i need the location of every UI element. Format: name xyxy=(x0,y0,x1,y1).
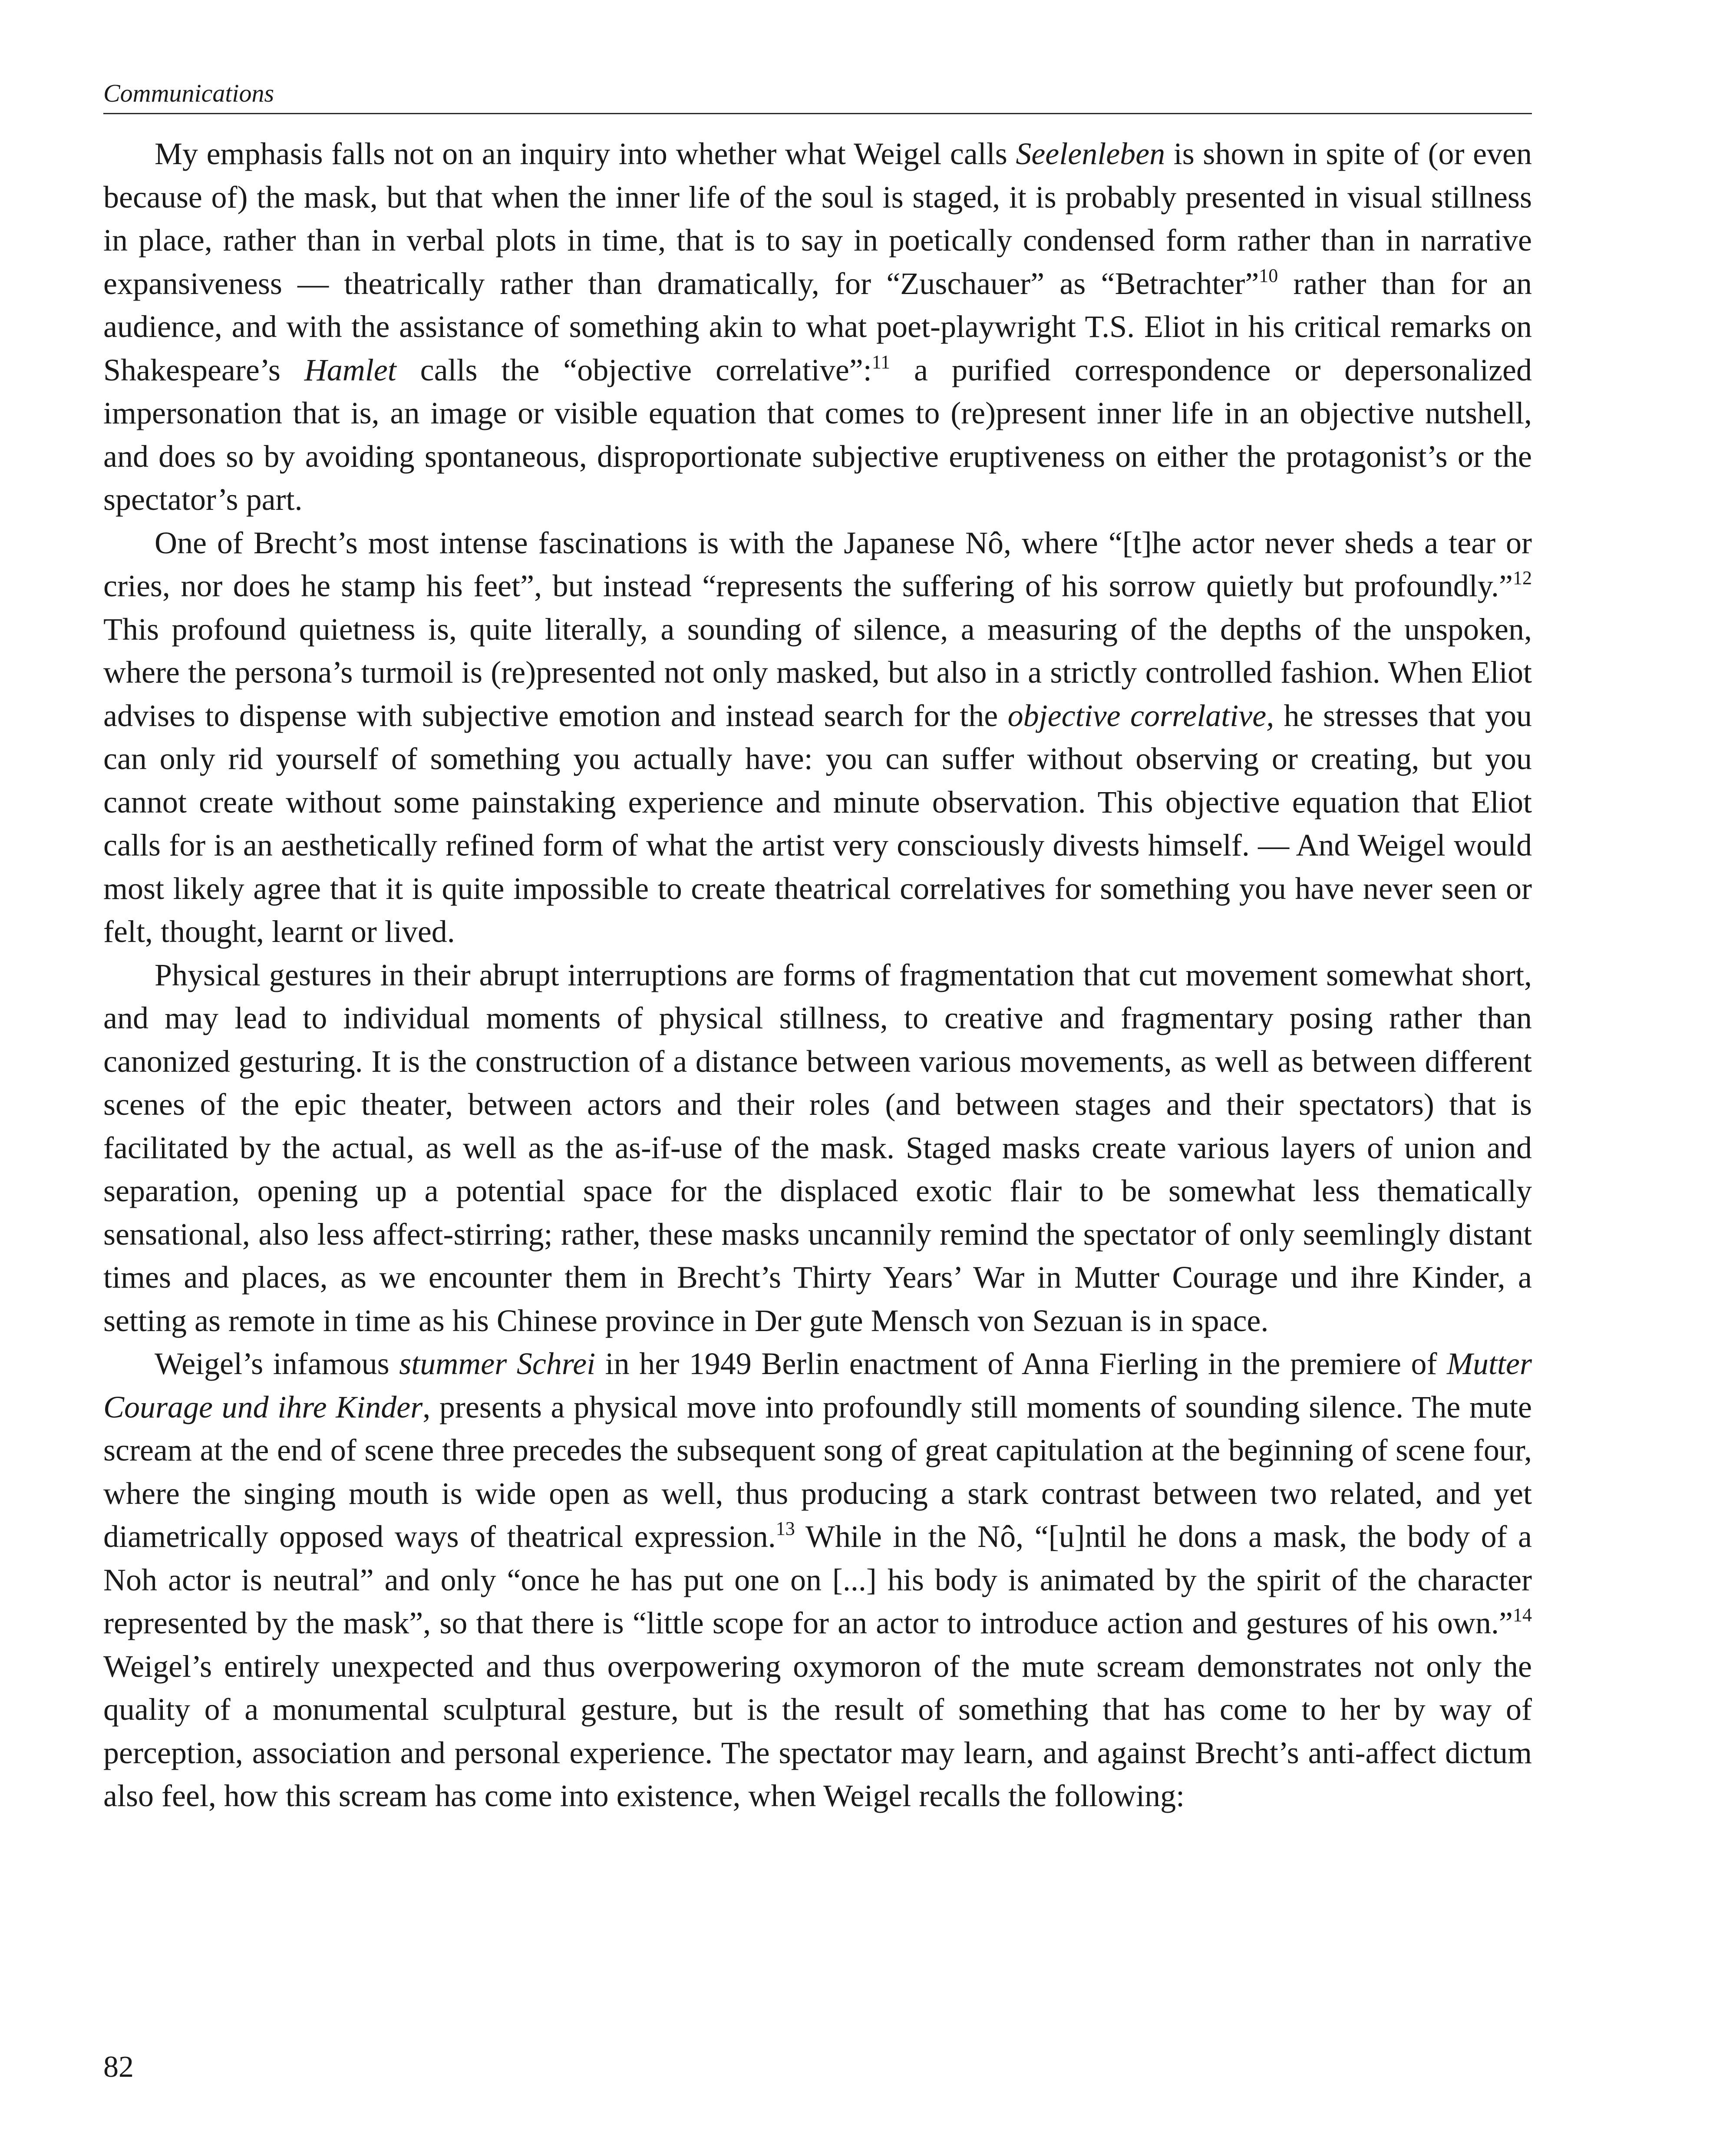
text-run: he stresses that you can only rid yourself of something you actually have: you can suffer without observing or creating, but you cannot create without some painstaking experience and minute observation. This objective equation that Eliot calls for is an aesthetically refined form of what the artist very consciously divests himself. — And Weigel would most likely agree that it is quite impossible to create theatrical correlatives for something you have never seen or felt, thought, learnt or lived. xyxy=(103,698,1532,949)
body-text xyxy=(103,132,1532,1818)
text-run: Weigel’s infamous xyxy=(155,1346,399,1381)
italic-text: stummer Schrei xyxy=(399,1346,596,1381)
paragraph-4 xyxy=(103,1342,1532,1818)
paragraph-1 xyxy=(103,132,1532,522)
text-run: Weigel’s entirely unexpected and thus overpowering oxymoron of the mute scream demonstrates not only the quality of a monumental sculptural gesture, but is the result of something that has come to her by way of perception, association and personal experience. The spectator may learn, and against Brecht’s anti-affect dictum also feel, how this scream has come into existence, when Weigel recalls the following: xyxy=(103,1649,1532,1813)
text-run: This profound quietness is, quite literally, a sounding of silence, a measuring of the depths of the unspoken, where the persona’s turmoil is (re)presented not only masked, but also in a strictly controlled fashion. When Eliot advises to dispense with subjective emotion and instead search for the xyxy=(103,611,1532,733)
text-run: in her 1949 Berlin enactment of Anna Fierling in the premiere of xyxy=(595,1346,1447,1381)
text-run: is shown in spite of (or even because of) the mask, but that when the inner life of the soul is staged, it is probably presented in visual stillness in place, rather than in verbal plots in time, that is to say in poetically condensed form rather than in narrative expansiveness — theatrically rather than dramatically, for “Zuschauer” as “Betrachter” xyxy=(103,136,1532,301)
footnote-reference: 13 xyxy=(776,1518,795,1539)
italic-text: Mutter Courage und ihre Kinder xyxy=(103,1346,1532,1424)
paragraph-3 xyxy=(103,954,1532,1343)
text-run: While in the Nô, “[u]ntil he dons a mask, the body of a Noh actor is neutral” and only “once he has put one on [...] his body is animated by the spirit of the character represented by the mask”, so that there is “little scope for an actor to introduce action and gestures of his own.” xyxy=(103,1519,1532,1640)
text-run: a purified correspondence or depersonalized impersonation that is, an image or visible equation that comes to (re)present inner life in an objective nutshell, and does so by avoiding spontaneous, disproportionate subjective eruptiveness on either the protagonist’s or the spectator’s part. xyxy=(103,352,1532,517)
italic-text: Hamlet xyxy=(304,352,396,387)
footnote-reference: 12 xyxy=(1513,567,1532,588)
italic-text: objective correlative, xyxy=(1007,698,1274,733)
text-run: calls the “objective correlative”: xyxy=(396,352,872,387)
page xyxy=(103,78,1532,2119)
text-run: Physical gestures in their abrupt interruptions are forms of fragmentation that cut movement somewhat short, and may lead to individual moments of physical stillness, to creative and fragmentary posing rather than canonized gesturing. It is the construction of a distance between various movements, as well as between different scenes of the epic theater, between actors and their roles (and between stages and their spectators) that is facilitated by the actual, as well as the as-if-use of the mask. Staged masks create various layers of union and separation, opening up a potential space for the displaced exotic flair to be somewhat less thematically sensational, also less affect-stirring; rather, these masks uncannily remind the spectator of only seemlingly distant times and places, as we encounter them in Brecht’s Thirty Years’ War in Mutter Courage und ihre Kinder, a setting as remote in time as his Chinese province in Der gute Mensch von Sezuan is in space. xyxy=(103,957,1532,1338)
text-run: rather than for an audience, and with the assistance of something akin to what poet-playwright T.S. Eliot in his critical remarks on Shakespeare’s xyxy=(103,266,1532,387)
text-run: , presents a physical move into profoundly still moments of sounding silence. The mute scream at the end of scene three precedes the subsequent song of great capitulation at the beginning of scene four, where the singing mouth is wide open as well, thus producing a stark contrast between two related, and yet diametrically opposed ways of theatrical expression. xyxy=(103,1389,1532,1554)
footnote-reference: 14 xyxy=(1513,1604,1532,1626)
page-number: 82 xyxy=(103,2050,134,2084)
running-head: Communications xyxy=(103,78,1532,114)
text-run: One of Brecht’s most intense fascinations is with the Japanese Nô, where “[t]he actor never sheds a tear or cries, nor does he stamp his feet”, but instead “represents the suffering of his sorrow quietly but profoundly.” xyxy=(103,525,1532,603)
paragraph-2 xyxy=(103,522,1532,954)
footnote-reference: 10 xyxy=(1259,264,1278,286)
italic-text: Seelenleben xyxy=(1016,136,1165,171)
text-run: My emphasis falls not on an inquiry into whether what Weigel calls xyxy=(155,136,1016,171)
footnote-reference: 11 xyxy=(871,351,891,373)
